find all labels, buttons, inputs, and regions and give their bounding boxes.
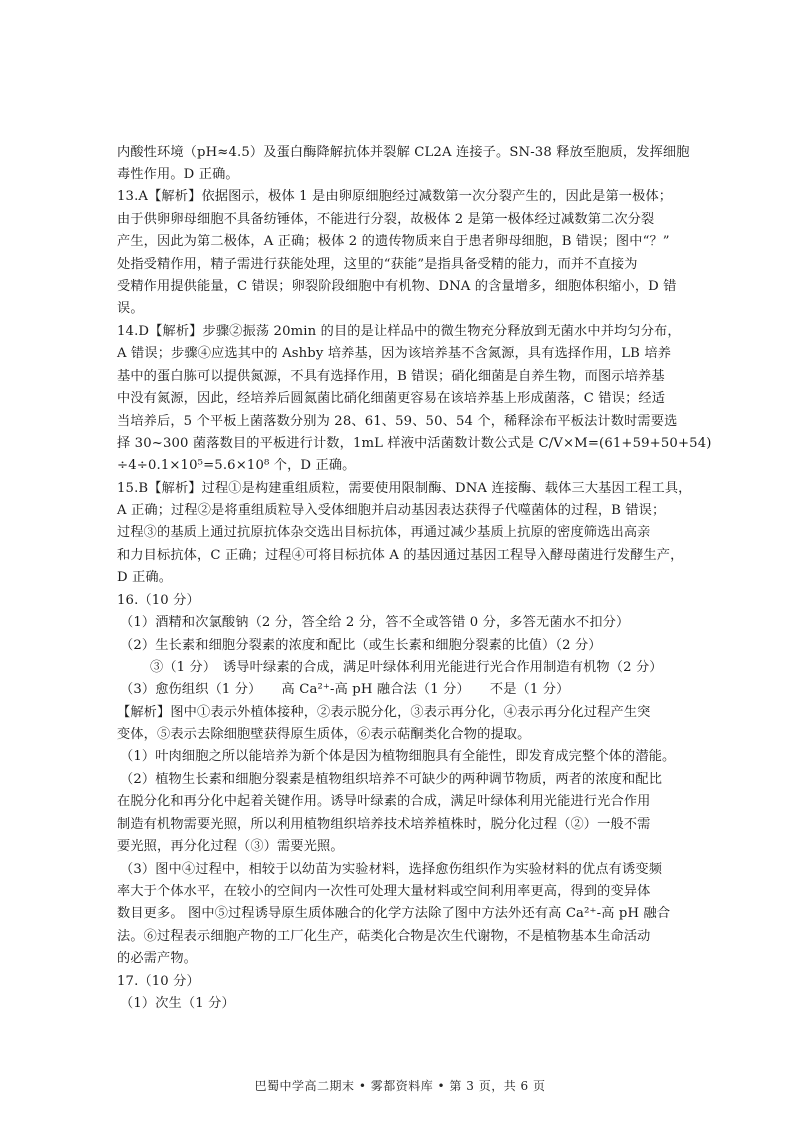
text-line: （1）酒精和次氯酸钠（2 分，答全给 2 分，答不全或答错 0 分，多答无菌水不扣分） [120,615,630,630]
text-line: 处指受精作用，精子需进行获能处理，这里的“获能”是指具备受精的能力，而并不直接为 [117,257,638,272]
text-line: 中没有氮源，因此，经培养后圆氮菌比硝化细菌更容易在该培养基上形成菌落，C 错误；经适 [117,391,666,406]
text-line: 基中的蛋白胨可以提供氮源，不具有选择作用，B 错误；硝化细菌是自养生物，而图示培养基 [117,369,665,384]
text-line: ③（1 分） 诱导叶绿素的合成，满足叶绿体利用光能进行光合作用制造有机物（2 分） [150,660,663,675]
text-line: 要光照，再分化过程（③）需要光照。 [117,839,344,854]
answer-13-line: 13.A【解析】依据图示，极体 1 是由卵原细胞经过减数第一次分裂产生的，因此是第一极体； [117,189,673,204]
text-line: A 正确；过程②是将重组质粒导入受体细胞并启动基因表达获得子代噬菌体的过程，B 错误； [117,503,666,518]
text-line: （3）图中④过程中，相较于以幼苗为实验材料，选择愈伤组织作为实验材料的优点有诱变频 [120,862,663,877]
text-line: 制造有机物需要光照，所以利用植物组织培养技术培养植株时，脱分化过程（②）一般不需 [117,817,651,832]
question-16-heading: 16.（10 分） [117,593,200,608]
text-line: 择 30~300 菌落数目的平板进行计数，1mL 样液中活菌数计数公式是 C/V×M=(61+59+50+54) [117,436,712,451]
answer-15-line: 15.B【解析】过程①是构建重组质粒，需要使用限制酶、DNA 连接酶、载体三大基因工程工具， [117,481,692,496]
text-line: （1）次生（1 分） [120,996,235,1011]
text-line: 过程③的基质上通过抗原抗体杂交选出目标抗体，再通过减少基质上抗原的密度筛选出高亲 [117,525,651,540]
text-line: 产生，因此为第二极体，A 正确；极体 2 的遗传物质来自于患者卵母细胞，B 错误；图中“？” [117,234,670,249]
answer-14-line: 14.D【解析】步骤②振荡 20min 的目的是让样品中的微生物充分释放到无菌水中并均匀分布， [117,324,681,339]
text-line: 受精作用提供能量，C 错误；卵裂阶段细胞中有机物、DNA 的含量增多，细胞体积缩小，D 错 [117,279,677,294]
text-line: （1）叶肉细胞之所以能培养为新个体是因为植物细胞具有全能性，即发育成完整个体的潜能。 [120,749,676,764]
text-line: （3）愈伤组织（1 分） 高 Ca²⁺-高 pH 融合法（1 分） 不是（1 分） [120,682,570,697]
text-line: 由于供卵卵母细胞不具备纺锤体，不能进行分裂，故极体 2 是第一极体经过减数第二次分裂 [117,212,655,227]
text-line: 变体，⑤表示去除细胞壁获得原生质体，⑥表示萜酮类化合物的提取。 [117,727,531,742]
page-footer: 巴蜀中学高二期末 • 雾都资料库 • 第 3 页，共 6 页 [254,1079,546,1093]
text-line: A 错误；步骤④应选其中的 Ashby 培养基，因为该培养基不含氮源，具有选择作用，LB 培养 [117,346,672,361]
text-line: （2）生长素和细胞分裂素的浓度和配比（或生长素和细胞分裂素的比值）（2 分） [120,638,602,653]
analysis-16-line: 【解析】图中①表示外植体接种，②表示脱分化，③表示再分化，④表示再分化过程产生突 [117,705,651,720]
question-17-heading: 17.（10 分） [117,974,200,989]
text-line: 法。⑥过程表示细胞产物的工厂化生产，萜类化合物是次生代谢物，不是植物基本生命活动 [117,929,651,944]
text-line: 内酸性环境（pH≈4.5）及蛋白酶降解抗体并裂解 CL2A 连接子。SN-38 释放至胞质，发挥细胞 [117,145,690,160]
text-line: （2）植物生长素和细胞分裂素是植物组织培养不可缺少的两种调节物质，两者的浓度和配比 [120,772,663,787]
text-line: 的必需产物。 [117,951,198,966]
text-line: ÷4÷0.1×10⁵=5.6×10⁸ 个，D 正确。 [117,458,356,473]
text-line: 和力目标抗体，C 正确；过程④可将目标抗体 A 的基因通过基因工程导入酵母菌进行发酵生产， [117,548,684,563]
text-line: 在脱分化和再分化中起着关键作用。诱导叶绿素的合成，满足叶绿体利用光能进行光合作用 [117,794,651,809]
text-line: 当培养后，5 个平板上菌落数分别为 28、61、59、50、54 个，稀释涂布平板法计数时需要选 [117,414,678,429]
text-line: 数目更多。 图中⑤过程诱导原生质体融合的化学方法除了图中方法外还有高 Ca²⁺-高 pH 融合 [117,906,671,921]
text-line: 毒性作用。D 正确。 [117,167,239,182]
text-line: 误。 [117,301,144,316]
text-line: D 正确。 [117,570,173,585]
text-line: 率大于个体水平，在较小的空间内一次性可处理大量材料或空间利用率更高，得到的变异体 [117,884,651,899]
